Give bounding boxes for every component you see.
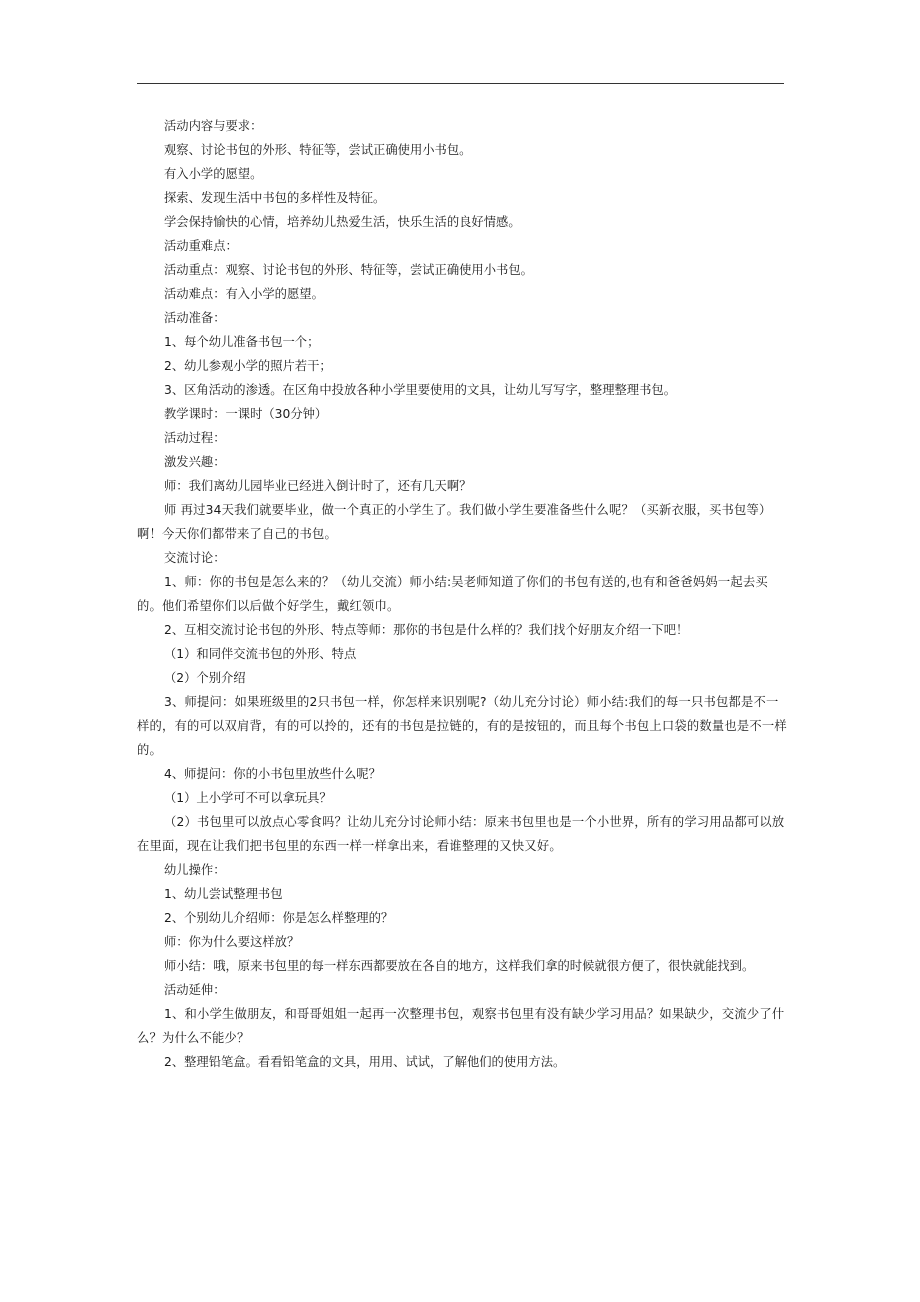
- heading-extension: 活动延伸：: [164, 983, 226, 997]
- list-item: 3、区角活动的渗透。在区角中投放各种小学里要使用的文具，让幼儿写写字，整理整理书包。: [164, 383, 676, 397]
- heading-preparation: 活动准备：: [164, 311, 226, 325]
- list-item: 4、师提问：你的小书包里放些什么呢？: [164, 767, 381, 781]
- sub-item: （2）书包里可以放点心零食吗？让幼儿充分讨论师小结：原来书包里也是一个小世界，所有的学习用品都可以放在里面，现在让我们把书包里的东西一样一样拿出来，看谁整理的又快又好。: [137, 815, 785, 853]
- paragraph: 教学课时：一课时（30分钟）: [164, 407, 328, 421]
- document-body: [137, 114, 787, 1074]
- paragraph: 活动重点：观察、讨论书包的外形、特征等，尝试正确使用小书包。: [164, 263, 533, 277]
- heading-motivation: 激发兴趣：: [164, 455, 226, 469]
- list-item: 2、互相交流讨论书包的外形、特点等师：那你的书包是什么样的？我们找个好朋友介绍一下吧！: [164, 623, 689, 637]
- list-item: 1、幼儿尝试整理书包: [164, 887, 283, 901]
- list-item: 3、师提问：如果班级里的2只书包一样，你怎样来识别呢?（幼儿充分讨论）师小结:我们的每一只书包都是不一样的，有的可以双肩背，有的可以拎的，还有的书包是拉链的，有的是按钮的，而且每个书包上口袋的数量也是不一样的。: [137, 695, 787, 757]
- paragraph: 观察、讨论书包的外形、特征等，尝试正确使用小书包。: [164, 143, 472, 157]
- list-item: 2、整理铅笔盒。看看铅笔盒的文具，用用、试试，了解他们的使用方法。: [164, 1055, 566, 1069]
- heading-key-points: 活动重难点：: [164, 239, 238, 253]
- paragraph: 师：我们离幼儿园毕业已经进入倒计时了，还有几天啊？: [164, 479, 472, 493]
- sub-item: （1）和同伴交流书包的外形、特点: [164, 647, 357, 661]
- sub-item: （1）上小学可不可以拿玩具？: [164, 791, 332, 805]
- list-item: 1、师：你的书包是怎么来的？（幼儿交流）师小结:吴老师知道了你们的书包有送的,也有和爸爸妈妈一起去买的。他们希望你们以后做个好学生，戴红领巾。: [137, 575, 768, 613]
- list-item: 1、每个幼儿准备书包一个；: [164, 335, 320, 349]
- heading-activity-content: 活动内容与要求：: [164, 119, 263, 133]
- heading-operation: 幼儿操作：: [164, 863, 226, 877]
- paragraph: 师 再过34天我们就要毕业，做一个真正的小学生了。我们做小学生要准备些什么呢？（买新衣服，买书包等）啊！今天你们都带来了自己的书包。: [137, 503, 772, 541]
- sub-item: （2）个别介绍: [164, 671, 246, 685]
- paragraph: 师小结：哦，原来书包里的每一样东西都要放在各自的地方，这样我们拿的时候就很方便了，很快就能找到。: [164, 959, 755, 973]
- paragraph: 有入小学的愿望。: [164, 167, 263, 181]
- list-item: 2、个别幼儿介绍师：你是怎么样整理的？: [164, 911, 394, 925]
- paragraph: 活动难点：有入小学的愿望。: [164, 287, 324, 301]
- header-rule: [137, 83, 784, 84]
- paragraph: 探索、发现生活中书包的多样性及特征。: [164, 191, 386, 205]
- list-item: 2、幼儿参观小学的照片若干；: [164, 359, 332, 373]
- list-item: 1、和小学生做朋友，和哥哥姐姐一起再一次整理书包，观察书包里有没有缺少学习用品？如果缺少，交流少了什么？为什么不能少？: [137, 1007, 785, 1045]
- heading-process: 活动过程：: [164, 431, 226, 445]
- paragraph: 学会保持愉快的心情，培养幼儿热爱生活，快乐生活的良好情感。: [164, 215, 521, 229]
- paragraph: 师：你为什么要这样放？: [164, 935, 300, 949]
- heading-discussion: 交流讨论：: [164, 551, 226, 565]
